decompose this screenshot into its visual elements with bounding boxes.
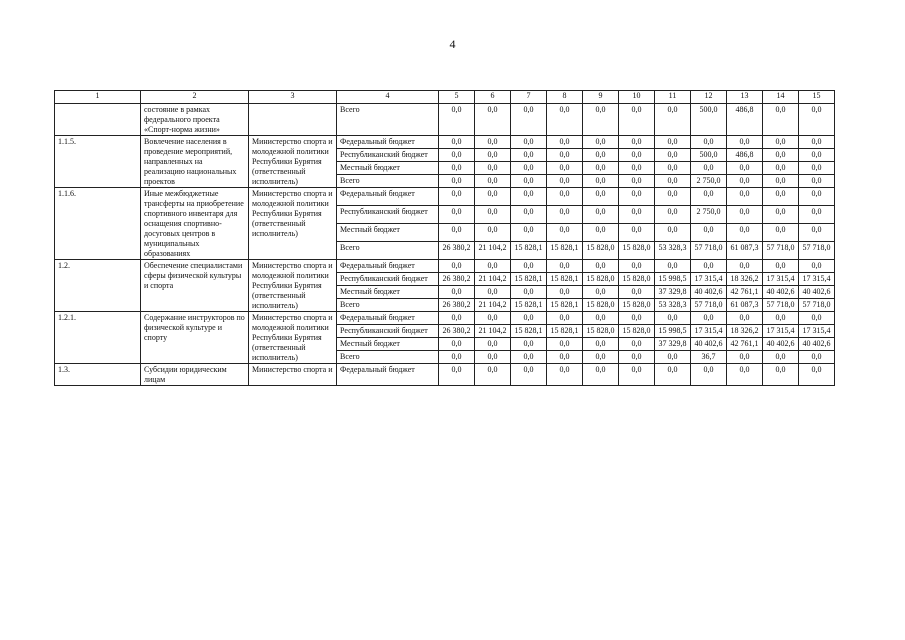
value-cell: 15 998,5 — [655, 325, 691, 338]
value-cell: 21 104,2 — [475, 299, 511, 312]
value-cell: 0,0 — [799, 149, 835, 162]
row-executor: Министерство спорта и молодежной политики Республики Бурятия (ответственный исполнитель) — [249, 188, 337, 260]
value-cell: 0,0 — [475, 104, 511, 136]
value-cell: 0,0 — [727, 224, 763, 242]
value-cell: 0,0 — [763, 260, 799, 273]
row-executor: Министерство спорта и молодежной политики Республики Бурятия (ответственный исполнитель) — [249, 260, 337, 312]
value-cell: 0,0 — [619, 351, 655, 364]
value-cell: 0,0 — [763, 351, 799, 364]
column-number: 14 — [763, 91, 799, 104]
value-cell: 0,0 — [475, 136, 511, 149]
value-cell: 0,0 — [439, 338, 475, 351]
value-cell: 0,0 — [511, 206, 547, 224]
value-cell: 0,0 — [727, 206, 763, 224]
value-cell: 0,0 — [763, 364, 799, 386]
value-cell: 17 315,4 — [691, 273, 727, 286]
column-number: 10 — [619, 91, 655, 104]
value-cell: 0,0 — [619, 149, 655, 162]
value-cell: 57 718,0 — [763, 242, 799, 260]
value-cell: 0,0 — [547, 286, 583, 299]
budget-label: Всего — [337, 242, 439, 260]
value-cell: 26 380,2 — [439, 273, 475, 286]
column-number: 8 — [547, 91, 583, 104]
value-cell: 0,0 — [799, 206, 835, 224]
value-cell: 0,0 — [439, 351, 475, 364]
value-cell: 0,0 — [475, 286, 511, 299]
value-cell: 15 828,1 — [511, 242, 547, 260]
value-cell: 0,0 — [619, 162, 655, 175]
value-cell: 0,0 — [511, 260, 547, 273]
value-cell: 0,0 — [511, 162, 547, 175]
value-cell: 0,0 — [691, 364, 727, 386]
value-cell: 0,0 — [619, 338, 655, 351]
value-cell: 0,0 — [727, 364, 763, 386]
value-cell: 61 087,3 — [727, 299, 763, 312]
value-cell: 0,0 — [511, 188, 547, 206]
value-cell: 15 828,0 — [619, 242, 655, 260]
value-cell: 18 326,2 — [727, 273, 763, 286]
value-cell: 0,0 — [619, 188, 655, 206]
value-cell: 0,0 — [655, 351, 691, 364]
value-cell: 500,0 — [691, 104, 727, 136]
value-cell: 57 718,0 — [799, 242, 835, 260]
value-cell: 0,0 — [583, 312, 619, 325]
value-cell: 0,0 — [511, 224, 547, 242]
value-cell: 0,0 — [511, 286, 547, 299]
value-cell: 0,0 — [439, 136, 475, 149]
value-cell: 26 380,2 — [439, 299, 475, 312]
value-cell: 0,0 — [619, 175, 655, 188]
value-cell: 15 828,1 — [547, 325, 583, 338]
table-row — [55, 136, 835, 149]
value-cell: 0,0 — [691, 312, 727, 325]
column-number: 15 — [799, 91, 835, 104]
budget-label: Республиканский бюджет — [337, 206, 439, 224]
table-row — [55, 312, 835, 325]
budget-label: Местный бюджет — [337, 338, 439, 351]
value-cell: 0,0 — [547, 136, 583, 149]
value-cell: 0,0 — [547, 175, 583, 188]
value-cell: 0,0 — [655, 149, 691, 162]
budget-label: Местный бюджет — [337, 162, 439, 175]
value-cell: 0,0 — [475, 188, 511, 206]
column-number: 1 — [55, 91, 141, 104]
value-cell: 0,0 — [727, 136, 763, 149]
column-number: 13 — [727, 91, 763, 104]
value-cell: 0,0 — [583, 351, 619, 364]
value-cell: 0,0 — [547, 260, 583, 273]
value-cell: 26 380,2 — [439, 325, 475, 338]
value-cell: 21 104,2 — [475, 325, 511, 338]
value-cell: 0,0 — [511, 312, 547, 325]
table-row — [55, 104, 835, 136]
table-row — [55, 260, 835, 273]
value-cell: 0,0 — [655, 188, 691, 206]
value-cell: 0,0 — [763, 149, 799, 162]
value-cell: 0,0 — [439, 175, 475, 188]
value-cell: 42 761,1 — [727, 286, 763, 299]
value-cell: 0,0 — [475, 206, 511, 224]
value-cell: 486,8 — [727, 104, 763, 136]
value-cell: 57 718,0 — [691, 242, 727, 260]
value-cell: 0,0 — [475, 338, 511, 351]
budget-label: Федеральный бюджет — [337, 188, 439, 206]
value-cell: 26 380,2 — [439, 242, 475, 260]
row-code: 1.3. — [55, 364, 141, 386]
value-cell: 0,0 — [655, 312, 691, 325]
value-cell: 15 828,0 — [619, 325, 655, 338]
column-number: 2 — [141, 91, 249, 104]
table-row — [55, 188, 835, 206]
value-cell: 37 329,8 — [655, 286, 691, 299]
value-cell: 0,0 — [619, 206, 655, 224]
column-number: 9 — [583, 91, 619, 104]
value-cell: 0,0 — [439, 149, 475, 162]
value-cell: 0,0 — [583, 175, 619, 188]
value-cell: 0,0 — [727, 312, 763, 325]
value-cell: 17 315,4 — [799, 273, 835, 286]
value-cell: 15 828,0 — [583, 273, 619, 286]
column-number: 6 — [475, 91, 511, 104]
column-number: 11 — [655, 91, 691, 104]
value-cell: 0,0 — [799, 312, 835, 325]
value-cell: 0,0 — [619, 260, 655, 273]
value-cell: 0,0 — [547, 206, 583, 224]
value-cell: 15 828,1 — [511, 273, 547, 286]
value-cell: 0,0 — [691, 188, 727, 206]
value-cell: 0,0 — [727, 175, 763, 188]
value-cell: 15 828,1 — [547, 273, 583, 286]
value-cell: 57 718,0 — [691, 299, 727, 312]
value-cell: 0,0 — [475, 149, 511, 162]
value-cell: 0,0 — [439, 364, 475, 386]
value-cell: 0,0 — [619, 104, 655, 136]
value-cell: 0,0 — [727, 351, 763, 364]
budget-label: Местный бюджет — [337, 286, 439, 299]
value-cell: 0,0 — [583, 224, 619, 242]
value-cell: 0,0 — [763, 188, 799, 206]
value-cell: 0,0 — [655, 162, 691, 175]
value-cell: 0,0 — [619, 312, 655, 325]
value-cell: 0,0 — [619, 224, 655, 242]
budget-label: Федеральный бюджет — [337, 260, 439, 273]
value-cell: 15 828,0 — [583, 299, 619, 312]
value-cell: 15 828,1 — [547, 242, 583, 260]
value-cell: 0,0 — [619, 286, 655, 299]
value-cell: 0,0 — [475, 260, 511, 273]
value-cell: 0,0 — [439, 206, 475, 224]
column-number: 3 — [249, 91, 337, 104]
value-cell: 0,0 — [691, 260, 727, 273]
value-cell: 0,0 — [439, 312, 475, 325]
value-cell: 17 315,4 — [763, 273, 799, 286]
table-body — [55, 91, 835, 386]
value-cell: 2 750,0 — [691, 206, 727, 224]
value-cell: 0,0 — [547, 188, 583, 206]
budget-table — [54, 90, 835, 386]
value-cell: 0,0 — [727, 162, 763, 175]
column-number: 4 — [337, 91, 439, 104]
budget-label: Федеральный бюджет — [337, 312, 439, 325]
value-cell: 0,0 — [511, 175, 547, 188]
value-cell: 0,0 — [511, 338, 547, 351]
row-name: Иные межбюджетные трансферты на приобретение спортивного инвентаря для оснащения спортивно-досуговых центров в муниципальных образованиях — [141, 188, 249, 260]
budget-label: Всего — [337, 299, 439, 312]
value-cell: 0,0 — [727, 260, 763, 273]
row-executor: Министерство спорта и — [249, 364, 337, 386]
value-cell: 0,0 — [583, 260, 619, 273]
value-cell: 0,0 — [583, 162, 619, 175]
column-number-row — [55, 91, 835, 104]
value-cell: 0,0 — [547, 104, 583, 136]
budget-label: Всего — [337, 175, 439, 188]
value-cell: 0,0 — [799, 188, 835, 206]
value-cell: 0,0 — [547, 162, 583, 175]
value-cell: 0,0 — [511, 351, 547, 364]
value-cell: 15 828,0 — [583, 242, 619, 260]
value-cell: 0,0 — [475, 312, 511, 325]
budget-label: Республиканский бюджет — [337, 325, 439, 338]
value-cell: 40 402,6 — [691, 286, 727, 299]
value-cell: 0,0 — [511, 104, 547, 136]
value-cell: 0,0 — [619, 136, 655, 149]
row-code: 1.2. — [55, 260, 141, 312]
value-cell: 40 402,6 — [799, 338, 835, 351]
value-cell: 0,0 — [439, 260, 475, 273]
value-cell: 0,0 — [547, 312, 583, 325]
value-cell: 0,0 — [763, 175, 799, 188]
value-cell: 0,0 — [439, 162, 475, 175]
value-cell: 0,0 — [763, 206, 799, 224]
budget-label: Местный бюджет — [337, 224, 439, 242]
value-cell: 0,0 — [475, 162, 511, 175]
value-cell: 53 328,3 — [655, 242, 691, 260]
value-cell: 0,0 — [799, 136, 835, 149]
value-cell: 36,7 — [691, 351, 727, 364]
value-cell: 0,0 — [763, 136, 799, 149]
column-number: 7 — [511, 91, 547, 104]
value-cell: 0,0 — [799, 224, 835, 242]
value-cell: 500,0 — [691, 149, 727, 162]
value-cell: 0,0 — [439, 188, 475, 206]
budget-label: Федеральный бюджет — [337, 136, 439, 149]
row-code: 1.1.6. — [55, 188, 141, 260]
value-cell: 0,0 — [511, 136, 547, 149]
value-cell: 0,0 — [547, 351, 583, 364]
value-cell: 15 828,1 — [511, 299, 547, 312]
budget-label: Республиканский бюджет — [337, 149, 439, 162]
value-cell: 0,0 — [583, 364, 619, 386]
row-name: Субсидии юридическим лицам — [141, 364, 249, 386]
value-cell: 0,0 — [655, 206, 691, 224]
value-cell: 0,0 — [619, 364, 655, 386]
value-cell: 0,0 — [475, 224, 511, 242]
value-cell: 61 087,3 — [727, 242, 763, 260]
value-cell: 17 315,4 — [691, 325, 727, 338]
value-cell: 0,0 — [583, 136, 619, 149]
value-cell: 0,0 — [547, 149, 583, 162]
value-cell: 0,0 — [475, 364, 511, 386]
value-cell: 0,0 — [583, 206, 619, 224]
value-cell: 0,0 — [547, 338, 583, 351]
value-cell: 0,0 — [655, 224, 691, 242]
value-cell: 0,0 — [691, 162, 727, 175]
value-cell: 0,0 — [511, 364, 547, 386]
value-cell: 17 315,4 — [763, 325, 799, 338]
value-cell: 0,0 — [655, 364, 691, 386]
value-cell: 0,0 — [583, 188, 619, 206]
value-cell: 0,0 — [439, 224, 475, 242]
budget-label: Федеральный бюджет — [337, 364, 439, 386]
value-cell: 0,0 — [475, 175, 511, 188]
value-cell: 0,0 — [799, 175, 835, 188]
value-cell: 0,0 — [655, 175, 691, 188]
value-cell: 0,0 — [655, 136, 691, 149]
value-cell: 0,0 — [727, 188, 763, 206]
value-cell: 0,0 — [691, 224, 727, 242]
value-cell: 18 326,2 — [727, 325, 763, 338]
column-number: 5 — [439, 91, 475, 104]
value-cell: 0,0 — [583, 104, 619, 136]
value-cell: 15 828,0 — [583, 325, 619, 338]
value-cell: 17 315,4 — [799, 325, 835, 338]
value-cell: 0,0 — [547, 364, 583, 386]
value-cell: 53 328,3 — [655, 299, 691, 312]
value-cell: 40 402,6 — [799, 286, 835, 299]
value-cell: 0,0 — [655, 260, 691, 273]
value-cell: 15 828,1 — [511, 325, 547, 338]
value-cell: 0,0 — [763, 224, 799, 242]
value-cell: 0,0 — [799, 104, 835, 136]
value-cell: 37 329,8 — [655, 338, 691, 351]
value-cell: 0,0 — [799, 351, 835, 364]
value-cell: 40 402,6 — [763, 286, 799, 299]
value-cell: 0,0 — [475, 351, 511, 364]
value-cell: 15 828,0 — [619, 273, 655, 286]
value-cell: 40 402,6 — [763, 338, 799, 351]
value-cell: 0,0 — [763, 162, 799, 175]
value-cell: 0,0 — [583, 149, 619, 162]
value-cell: 15 998,5 — [655, 273, 691, 286]
row-code: 1.2.1. — [55, 312, 141, 364]
value-cell: 40 402,6 — [691, 338, 727, 351]
budget-label: Всего — [337, 104, 439, 136]
page-number: 4 — [449, 37, 456, 51]
value-cell: 0,0 — [583, 338, 619, 351]
value-cell: 57 718,0 — [763, 299, 799, 312]
budget-label: Республиканский бюджет — [337, 273, 439, 286]
value-cell: 0,0 — [583, 286, 619, 299]
value-cell: 42 761,1 — [727, 338, 763, 351]
value-cell: 21 104,2 — [475, 273, 511, 286]
value-cell: 0,0 — [763, 312, 799, 325]
value-cell: 2 750,0 — [691, 175, 727, 188]
value-cell: 0,0 — [655, 104, 691, 136]
row-name: состояние в рамках федерального проекта «Спорт-норма жизни» — [141, 104, 249, 136]
value-cell: 0,0 — [547, 224, 583, 242]
value-cell: 0,0 — [799, 260, 835, 273]
column-number: 12 — [691, 91, 727, 104]
value-cell: 0,0 — [691, 136, 727, 149]
value-cell: 0,0 — [439, 104, 475, 136]
value-cell: 0,0 — [799, 162, 835, 175]
row-executor — [249, 104, 337, 136]
value-cell: 486,8 — [727, 149, 763, 162]
row-code: 1.1.5. — [55, 136, 141, 188]
row-code — [55, 104, 141, 136]
row-name: Обеспечение специалистами сферы физической культуры и спорта — [141, 260, 249, 312]
value-cell: 15 828,0 — [619, 299, 655, 312]
row-name: Вовлечение населения в проведение мероприятий, направленных на реализацию национальных проектов — [141, 136, 249, 188]
value-cell: 15 828,1 — [547, 299, 583, 312]
value-cell: 0,0 — [439, 286, 475, 299]
value-cell: 0,0 — [763, 104, 799, 136]
value-cell: 57 718,0 — [799, 299, 835, 312]
budget-label: Всего — [337, 351, 439, 364]
table-row — [55, 364, 835, 386]
row-executor: Министерство спорта и молодежной политики Республики Бурятия (ответственный исполнитель) — [249, 312, 337, 364]
row-name: Содержание инструкторов по физической культуре и спорту — [141, 312, 249, 364]
value-cell: 0,0 — [511, 149, 547, 162]
value-cell: 21 104,2 — [475, 242, 511, 260]
row-executor: Министерство спорта и молодежной политики Республики Бурятия (ответственный исполнитель) — [249, 136, 337, 188]
value-cell: 0,0 — [799, 364, 835, 386]
